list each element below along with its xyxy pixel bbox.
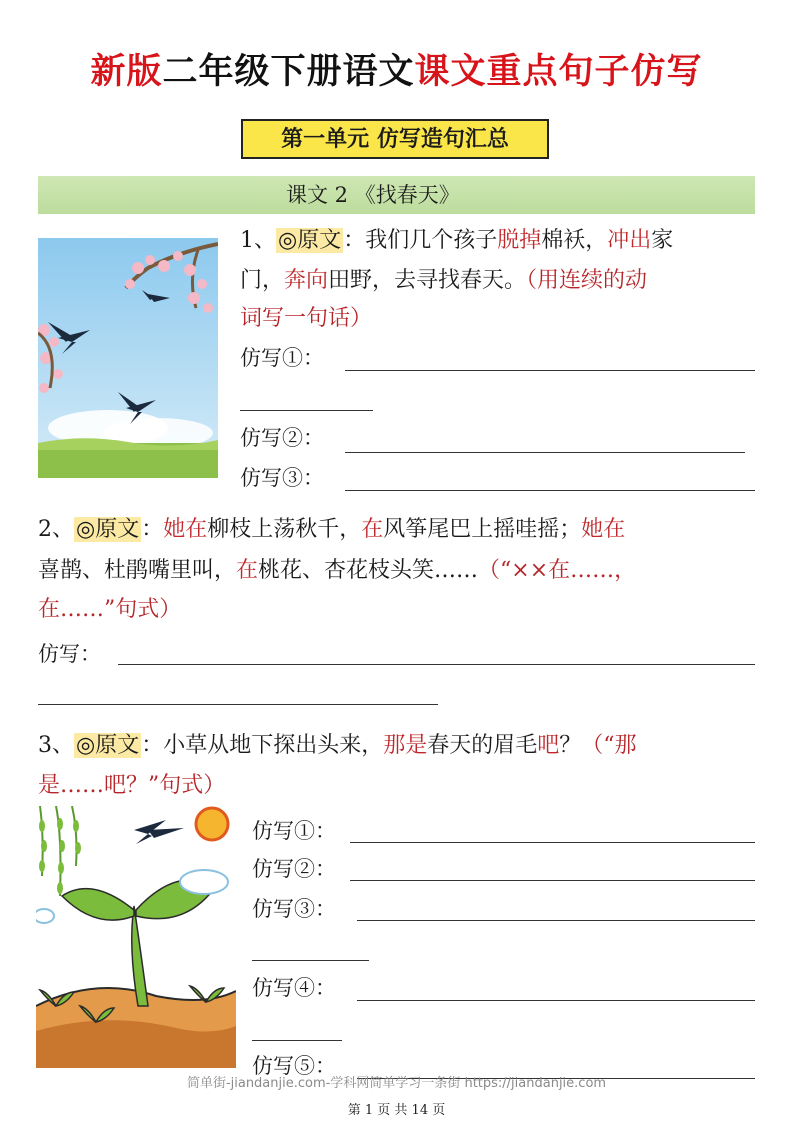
q2-answer-line-2[interactable] bbox=[38, 704, 438, 705]
q2-text-1: 柳枝上荡秋千， bbox=[207, 517, 362, 542]
q1-text-2: 棉袄， bbox=[541, 228, 608, 253]
title-part-topic: 课文重点句子仿写 bbox=[414, 52, 703, 92]
q3-practice-label-2: 仿写②： bbox=[252, 857, 336, 881]
spring-sky-swallows-illustration bbox=[38, 238, 218, 478]
q3-answer-line-4[interactable] bbox=[357, 1000, 755, 1001]
q3-highlight-1: 那是 bbox=[383, 733, 428, 758]
q3-practice-label-1: 仿写①： bbox=[252, 819, 336, 843]
q1-verb-3: 奔向 bbox=[284, 268, 329, 293]
q1-text-5: 田野，去寻找春天。 bbox=[328, 268, 527, 293]
q3-line-1 bbox=[38, 726, 637, 766]
q3-answer-line-4-cont[interactable] bbox=[252, 1040, 342, 1041]
q2-original-tag: ◎原文 bbox=[76, 517, 140, 542]
q2-answer-line-1[interactable] bbox=[118, 664, 755, 665]
q3-answer-line-3-cont[interactable] bbox=[252, 960, 369, 961]
q3-answer-line-1[interactable] bbox=[350, 842, 755, 843]
q1-colon: ： bbox=[343, 228, 366, 253]
q2-text-4: 桃花、杏花枝头笑…… bbox=[258, 558, 479, 583]
q2-practice-label: 仿写： bbox=[38, 642, 101, 666]
q2-line-1 bbox=[38, 510, 625, 550]
q3-original-tag: ◎原文 bbox=[76, 733, 140, 758]
lesson-title-bar bbox=[38, 176, 755, 214]
q3-instruction-b: 是……吧？”句式） bbox=[38, 773, 226, 798]
q3-practice-label-3: 仿写③： bbox=[252, 897, 336, 921]
q2-highlight-1: 她在 bbox=[163, 517, 208, 542]
q3-answer-line-2[interactable] bbox=[350, 880, 755, 881]
q3-line-2 bbox=[38, 766, 225, 806]
q2-highlight-2: 在 bbox=[361, 517, 384, 542]
q1-instruction-b: 词写一句话） bbox=[240, 306, 373, 331]
q2-colon: ： bbox=[141, 517, 164, 542]
q3-answer-line-3[interactable] bbox=[357, 920, 755, 921]
q1-original-tag: ◎原文 bbox=[278, 228, 342, 253]
q2-number: 2、 bbox=[38, 517, 74, 542]
q3-colon: ： bbox=[141, 733, 164, 758]
q1-practice-label-1: 仿写①： bbox=[240, 346, 324, 370]
q1-practice-label-3: 仿写③： bbox=[240, 466, 324, 490]
q2-text-2: 风筝尾巴上摇哇摇； bbox=[383, 517, 582, 542]
q1-text-4: 门， bbox=[240, 268, 285, 293]
q1-answer-line-3[interactable] bbox=[345, 490, 755, 491]
q3-text-2: 春天的眉毛 bbox=[427, 733, 538, 758]
q1-number: 1、 bbox=[240, 228, 276, 253]
title-part-new: 新版 bbox=[90, 52, 163, 92]
q2-highlight-3: 她在 bbox=[581, 517, 626, 542]
q1-verb-2: 冲出 bbox=[607, 228, 652, 253]
q2-line-3 bbox=[38, 590, 181, 630]
q1-line-2 bbox=[240, 261, 647, 301]
q3-text-1: 小草从地下探出头来， bbox=[163, 733, 384, 758]
q1-line-3 bbox=[240, 299, 372, 339]
page-title bbox=[0, 44, 793, 94]
q1-answer-line-1[interactable] bbox=[345, 370, 755, 371]
q1-line-1 bbox=[240, 221, 673, 261]
q1-answer-line-1-cont[interactable] bbox=[240, 410, 373, 411]
q2-instruction-a: （“××在……， bbox=[478, 558, 637, 583]
page-number: 第 1 页 共 14 页 bbox=[347, 1103, 446, 1118]
q2-highlight-4: 在 bbox=[236, 558, 259, 583]
title-part-grade: 二年级下册语文 bbox=[162, 52, 415, 92]
q2-line-2 bbox=[38, 551, 636, 591]
q1-instruction-a: （用连续的动 bbox=[526, 268, 648, 293]
lesson-title: 课文 2 《找春天》 bbox=[286, 183, 460, 207]
q1-answer-line-2[interactable] bbox=[345, 452, 745, 453]
unit-title: 第一单元 仿写造句汇总 bbox=[241, 119, 549, 159]
q3-text-3: ？ bbox=[559, 733, 582, 758]
q2-instruction-b: 在……”句式） bbox=[38, 597, 182, 622]
q2-text-3: 喜鹊、杜鹃嘴里叫， bbox=[38, 558, 237, 583]
sprout-sun-swallow-illustration bbox=[36, 806, 236, 1068]
q1-verb-1: 脱掉 bbox=[497, 228, 542, 253]
q3-practice-label-5: 仿写⑤： bbox=[252, 1054, 336, 1078]
q1-text-1: 我们几个孩子 bbox=[365, 228, 498, 253]
q3-instruction-a: （“那 bbox=[581, 733, 637, 758]
q3-highlight-2: 吧 bbox=[537, 733, 560, 758]
q3-practice-label-4: 仿写④： bbox=[252, 976, 336, 1000]
q1-practice-label-2: 仿写②： bbox=[240, 426, 324, 450]
footer-watermark: 简单街-jiandanjie.com-学科网简单学习一条街 https://jiandanjie.com bbox=[186, 1076, 607, 1091]
q1-text-3: 家 bbox=[651, 228, 674, 253]
q3-number: 3、 bbox=[38, 733, 74, 758]
